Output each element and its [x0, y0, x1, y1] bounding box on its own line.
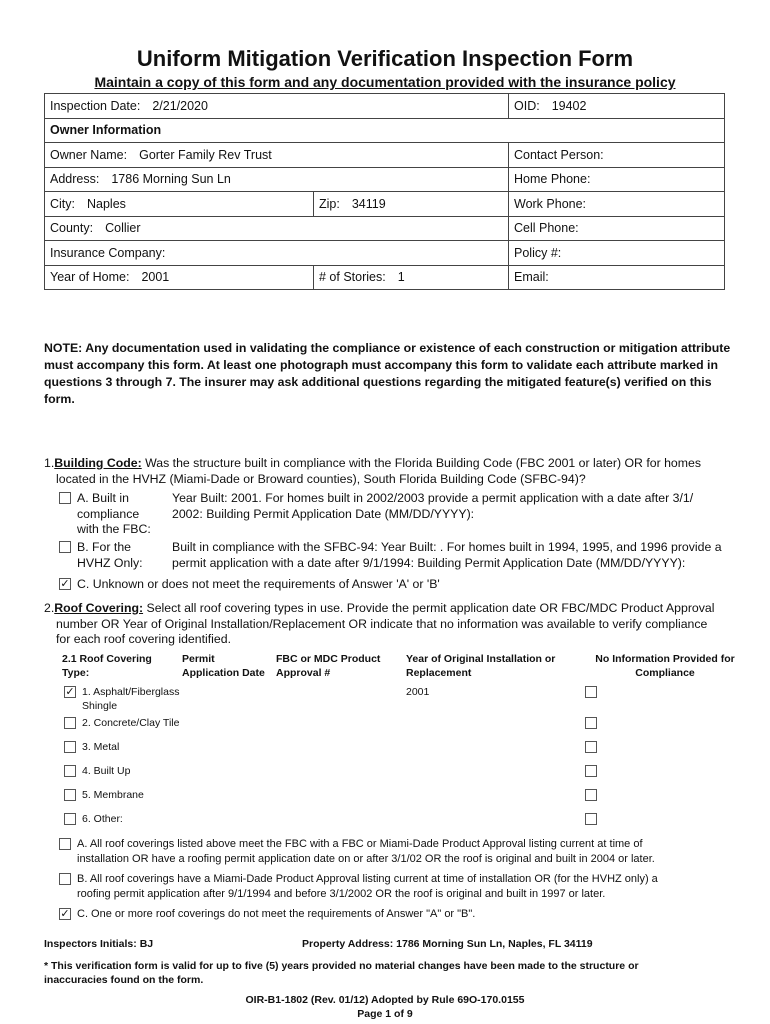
q1-a-label-3: with the FBC:: [77, 522, 151, 536]
q1-prompt: [44, 456, 734, 487]
q1-b-text: [172, 540, 722, 571]
roof-row-4-label: 4. Built Up: [82, 765, 131, 777]
year-of-home-value[interactable]: 2001: [141, 270, 170, 285]
oid-value[interactable]: 19402: [551, 98, 587, 113]
q1-b-label: [77, 540, 143, 571]
q1-b-label-1: B. For the: [77, 540, 131, 554]
roof-row-6-noinfo-checkbox[interactable]: [585, 813, 597, 825]
roof-row-5-noinfo-checkbox[interactable]: [585, 789, 597, 801]
q2-a-checkbox[interactable]: [59, 838, 71, 850]
owner-name-value[interactable]: Gorter Family Rev Trust: [139, 147, 272, 162]
inspector-initials: Inspectors Initials: BJ: [44, 938, 154, 950]
q1-b-label-2: HVHZ Only:: [77, 555, 143, 570]
form-subtitle: Maintain a copy of this form and any documentation provided with the insurance policy: [94, 74, 676, 90]
city-value[interactable]: Naples: [87, 196, 126, 211]
col-fbc-header: FBC or MDC Product Approval #: [276, 653, 381, 679]
q2-heading: Roof Covering:: [54, 601, 144, 615]
q1-c-text: C. Unknown or does not meet the requirements of Answer 'A' or 'B': [77, 577, 440, 591]
roof-row-3-label: 3. Metal: [82, 741, 120, 753]
q1-b-checkbox[interactable]: [59, 541, 71, 553]
documentation-note: NOTE: Any documentation used in validating the compliance or existence of each construction or mitigation attribute must accompany this form. At least one photograph must accompany this form to validate each attribute marked in questions 3 through 7. The insurer may ask additional questions regarding the mitigated feature(s) verified on this form.: [44, 341, 731, 406]
owner-section-heading: Owner Information: [45, 118, 725, 143]
q1-text-1: Was the structure built in compliance with the Florida Building Code (FBC 2001 or later) OR for homes: [141, 456, 701, 470]
address-value[interactable]: 1786 Morning Sun Ln: [111, 172, 231, 187]
q1-a-text-1: Year Built: 2001. For homes built in 2002/2003 provide a permit application with a date after 3/1/: [172, 491, 694, 505]
cell-phone-field[interactable]: Cell Phone:: [509, 216, 725, 241]
owner-name-label: Owner Name:: [50, 147, 128, 162]
roof-row-3-noinfo-checkbox[interactable]: [585, 741, 597, 753]
roof-row-6-checkbox[interactable]: [64, 813, 76, 825]
q2-text-2: number OR Year of Original Installation/Replacement OR indicate that no information was available to verify compliance: [56, 616, 708, 631]
property-address: Property Address: 1786 Morning Sun Ln, Naples, FL 34119: [302, 938, 593, 950]
q1-a-checkbox[interactable]: [59, 492, 71, 504]
page-number: Page 1 of 9: [357, 1008, 413, 1020]
roof-row-2-noinfo-checkbox[interactable]: [585, 717, 597, 729]
roof-row-1-year[interactable]: 2001: [406, 686, 430, 698]
inspection-date-value[interactable]: 2/21/2020: [152, 98, 208, 113]
q2-text-1: Select all roof covering types in use. Provide the permit application date OR FBC/MDC Product Approval: [143, 601, 715, 615]
roof-row-1-noinfo-checkbox[interactable]: [585, 686, 597, 698]
home-phone-field[interactable]: Home Phone:: [509, 167, 725, 192]
form-title: Uniform Mitigation Verification Inspection Form: [136, 46, 634, 71]
roof-row-1-label: 1. Asphalt/Fiberglass Shingle: [82, 686, 180, 712]
q1-a-label: [77, 491, 151, 538]
q2-prompt: [44, 601, 734, 648]
col-permit-header: Permit Application Date: [182, 653, 265, 679]
contact-person-field[interactable]: Contact Person:: [509, 143, 725, 168]
roof-row-5-checkbox[interactable]: [64, 789, 76, 801]
col-year-header: Year of Original Installation or Replacement: [406, 653, 556, 679]
q1-a-label-1: A. Built in: [77, 491, 129, 505]
roof-row-5-label: 5. Membrane: [82, 789, 144, 801]
q1-a-text-2: 2002: Building Permit Application Date (MM/DD/YYYY):: [172, 506, 475, 521]
roof-row-6-label: 6. Other:: [82, 813, 123, 825]
city-label: City:: [50, 196, 75, 211]
roof-row-4-checkbox[interactable]: [64, 765, 76, 777]
zip-value[interactable]: 34119: [351, 196, 386, 211]
address-label: Address:: [50, 172, 100, 187]
email-field[interactable]: Email:: [509, 265, 725, 290]
roof-row-4-noinfo-checkbox[interactable]: [585, 765, 597, 777]
q1-number: 1.: [44, 456, 55, 470]
stories-value[interactable]: 1: [397, 270, 405, 285]
q1-c-checkbox[interactable]: ✓: [60, 578, 70, 590]
q1-heading: Building Code:: [54, 456, 142, 470]
q1-text-2: located in the HVHZ (Miami-Dade or Broward counties), South Florida Building Code (SFBC-94)?: [56, 471, 586, 486]
validity-note: * This verification form is valid for up to five (5) years provided no material changes have been made to the structure or inaccuracies found on the form.: [44, 960, 639, 986]
q2-a-text: A. All roof coverings listed above meet the FBC with a FBC or Miami-Dade Product Approval listing current at time of installation OR have a roofing permit application date on or after 3/1/02 OR the roof is original and built in 2004 or later.: [77, 838, 655, 865]
roof-row-2-label: 2. Concrete/Clay Tile: [82, 717, 180, 729]
insurance-company-field[interactable]: Insurance Company:: [45, 241, 509, 266]
q1-b-text-1: Built in compliance with the SFBC-94: Year Built: . For homes built in 1994, 1995, and 1996 provide a: [172, 540, 722, 554]
policy-field[interactable]: Policy #:: [509, 241, 725, 266]
col-roof-type-header: 2.1 Roof Covering Type:: [62, 653, 152, 679]
q2-number: 2.: [44, 601, 55, 615]
year-of-home-label: Year of Home:: [50, 270, 130, 285]
county-label: County:: [50, 221, 94, 236]
q2-b-text: B. All roof coverings have a Miami-Dade Product Approval listing current at time of installation OR (for the HVHZ only) a roofing permit application after 9/1/1994 and before 3/1/2002 OR the roof is original and built in 1997 or later.: [77, 873, 658, 900]
q2-c-checkbox[interactable]: ✓: [60, 908, 70, 920]
inspection-date-label: Inspection Date:: [50, 98, 141, 113]
q1-a-text: [172, 491, 693, 522]
oid-label: OID:: [514, 98, 540, 113]
roof-row-1-checkbox[interactable]: ✓: [65, 686, 75, 698]
q2-c-text: C. One or more roof coverings do not meet the requirements of Answer "A" or "B".: [77, 908, 476, 920]
form-id: OIR-B1-1802 (Rev. 01/12) Adopted by Rule 69O-170.0155: [245, 994, 525, 1006]
col-noinfo-header: No Information Provided for Compliance: [595, 653, 735, 679]
q2-text-3: for each roof covering identified.: [56, 632, 231, 646]
zip-label: Zip:: [319, 196, 340, 211]
q1-b-text-2: permit application with a date after 9/1/1994: Building Permit Application Date (MM/DD/YYYY):: [172, 555, 686, 570]
q1-a-label-2: compliance: [77, 506, 140, 521]
owner-info-table: [44, 93, 725, 290]
stories-label: # of Stories:: [319, 270, 386, 285]
roof-row-2-checkbox[interactable]: [64, 717, 76, 729]
work-phone-field[interactable]: Work Phone:: [509, 192, 725, 217]
county-value[interactable]: Collier: [105, 221, 141, 236]
roof-row-3-checkbox[interactable]: [64, 741, 76, 753]
q2-b-checkbox[interactable]: [59, 873, 71, 885]
